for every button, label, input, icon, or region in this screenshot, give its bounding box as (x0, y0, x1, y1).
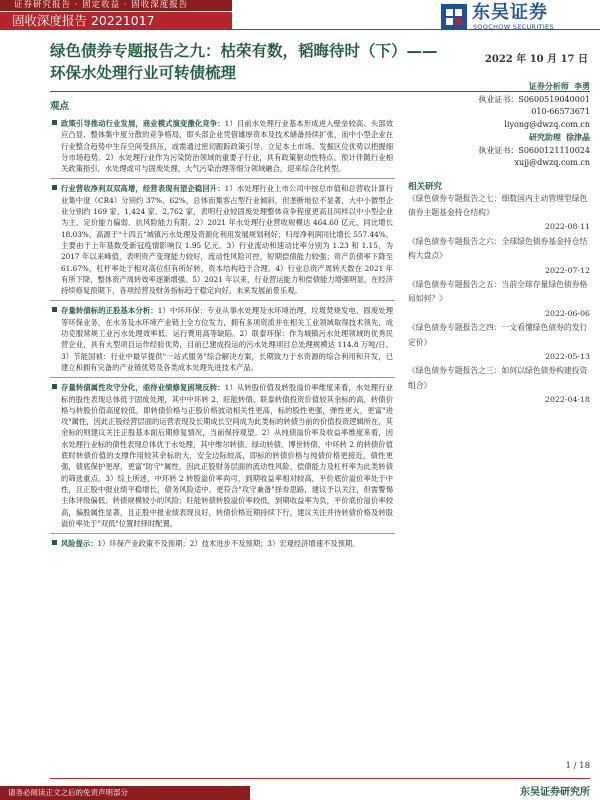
logo-name-cn: 东吴证券 (472, 2, 548, 23)
divider (50, 300, 395, 301)
disclaimer-notice: 请务必阅读正文之后的免责声明部分 (0, 786, 250, 800)
cert-label: 执业证书： (478, 145, 519, 155)
page-number: 1 / 18 (565, 761, 590, 771)
related-title: 《绿色债券专题报告之四：一文看懂绿色债券的发行定价》 (408, 323, 588, 347)
analyst-email[interactable]: liyong@dwzq.com.cn (504, 119, 590, 129)
related-date: 2022-07-12 (545, 265, 590, 275)
analyst-name: 徐津晶 (566, 132, 590, 142)
cert-number: S0600121110024 (518, 145, 590, 155)
square-bullet-icon (52, 185, 57, 190)
related-research-item[interactable] (408, 321, 590, 364)
footer-organization: 东吴证券研究所 (520, 787, 590, 798)
square-bullet-icon (52, 307, 57, 312)
related-research-item[interactable] (408, 278, 590, 321)
sidebar (408, 80, 590, 408)
square-bullet-icon (52, 540, 57, 545)
related-date: 2022-04-18 (545, 395, 590, 405)
viewpoint-paragraph (50, 538, 395, 549)
related-date: 2022-05-13 (545, 351, 590, 361)
report-date: 2022 年 10 月 17 日 (484, 54, 588, 65)
report-type-band: 固收深度报告 20221017 (0, 12, 232, 30)
viewpoint-paragraph (50, 118, 395, 174)
related-research-heading: 相关研究 (408, 181, 443, 192)
viewpoint-body: 1）从转股价值及转股溢价率维度来看，水处理行业标的股性表现总体低于固废处理，其中中环转 2、旺能转债、联泰转债投资价值较其余标的高，转债价格与转股价值高度较低，即转债价格与正股价格波动相关性更高，标的股性更强，弹性更大，更富"进攻"属性，因此正股经营层面的运营表现及长期成长空间成为此类标的转债当前的价值投资逻辑所在，其余标的则建议关注正股基本面后期修复情况，当前保持观望。2）从纯债溢价率及收益率维度来看，因水处理行业标的债性表现总体优于水处理，其中维尔转债、绿动转债、博世转债、中环转 2 的转债价值底时转债价值的支撑作用较其余标的大，安全边际较高，即标的转债价格与纯债价格更接近，债性更强，债底保护更厚，更富"防守"属性，因此正股财务层面的流动性风险、偿债能力及杠杆率为此类转债的筛选重点。3）综上所述，中环转 2 转股溢价率尚可，到期收益率相对较高，平价底价溢价率处于中性，且正股中报业绩平稳增长，债务风险适中，更符合"攻守兼备"择券思路，建议予以关注，但需警惕主体评级偏低、转债规模较小的风险；旺能转债转股溢价率较低，到期收益率为负，平价底价溢价率较高，偏股属性显著，且正股中报业绩表现良好，转债价格近期持续下行，建议关注并待转债价格及转股溢价率处于"双低"位置时择时配置。 (61, 383, 393, 528)
viewpoint-lead: 政策引导推动行业发展，商业模式演变激化竞争： (61, 119, 225, 128)
square-bullet-icon (52, 120, 57, 125)
related-title: 《绿色债券专题报告之七：细数国内主动管理型绿色债券主题基金持仓结构》 (408, 193, 588, 217)
related-research-item[interactable] (408, 235, 590, 278)
viewpoint-body: 1）水处理行业上市公司中按总市值和总营收计算行业集中度（CR4）分别约 37%、62%，总体而集客占型行业倾斜，但垄断地位不显著，大中小微型企业分别约 169 家、1,424 家、2,762 家，表明行业较固废处理整体竞争程度更高且同样以中小型企业为主，定价能力偏弱、抗风险能力有限。2）2021 年水处理行业营收规模达 464.60 亿元，同比增长 18.03%，高源于"十四五"城镇污水处理及资源化利用发展规划利好；归母净利润同比增长 557.44%，主要由于上年基数受新冠疫情影响仅 1.95 亿元。3）行业流动和速动比率分别为 1.23 和 1.15，为 2017 年以来峰值，表明资产变现能力较好，流动性风险可控，短期偿债能力较强；资产负债率下降至 61.67%，杠杆率处于相对高位但有所好转，资本结构趋于合理。4）行业总资产周转天数在 2021 年有所下降，整体资产周转效率逐渐增强。5）2021 年以来，行业营运能力和偿债能力增强明显，在经济持续修复预期下，各项经营及财务指标趋于稳定向好，未来发展前景乐观。 (61, 184, 394, 296)
analyst-email[interactable]: xujj@dwzq.com.cn (514, 158, 590, 167)
viewpoint-paragraph (50, 382, 395, 529)
related-title: 《绿色债券专题报告之五：当前全球存量绿色债券格局如何？》 (408, 279, 588, 304)
analyst-block (408, 131, 590, 170)
viewpoint-body: 1）目前水处理行业基本形成进入壁垒较高、头部效应凸显、整体集中度分散的竞争格局，即头部企业凭借雄厚资本及技术储备持续扩张，而中小型企业在行业整合趋势中生存空间受挤压，或需通过密切跟踪政策引导、立足本土市场、发掘区位优势以把握细分市场趋势。2）水处理行业作为污染防治领域的重要子行业，具有政策驱动性特点，预计伴随行业相关政策指引，水处理或可与固废处理、大气污染治理等细分领域融合，迎来综合化转型。 (61, 119, 393, 174)
viewpoints-column (50, 98, 395, 549)
viewpoint-lead: 存量转债属性攻守分化，亟待业绩修复困境反转： (61, 383, 225, 393)
logo-name-en: SOOCHOW SECURITIES (473, 23, 554, 31)
cert-label: 执业证书： (478, 94, 519, 104)
divider (50, 377, 395, 378)
analyst-phone: 010-66573671 (531, 107, 590, 116)
logo-mark-icon (440, 3, 468, 31)
report-category-strip: 证券研究报告 · 固定收益 · 固收深度报告 (0, 0, 232, 11)
analyst-role: 研究助理 (528, 132, 561, 142)
related-date: 2022-08-11 (545, 222, 590, 232)
cert-number: S0600519040001 (518, 94, 590, 104)
analyst-name: 李勇 (574, 81, 590, 91)
company-logo (440, 3, 590, 31)
viewpoint-body: 1）中环环保：专业从事水处理及水环境治理，垃圾焚烧发电、固废处理等环保业务，在水务及水环境产业链上全方位发力，拥有多项资质并在相关工业领域取得技术领先，成功克服常规工业污水处理效率低、运行费用高等缺陷。2）联泰环保：作为城镇污水处理领域的优秀民营企业，具有大型项目运作经验优势，目前已建成投运的污水处理项目总处理规模达 114.8 万吨/日。3）节能国祯：行业中最早提供"一站式服务"综合解决方案，长期致力于水资源的综合利用和开发，已建立和拥有完备的产业链优势及各类成本处理先进技术产品。 (61, 306, 393, 372)
viewpoint-paragraph (50, 183, 395, 296)
analyst-role: 证券分析师 (528, 81, 569, 91)
analyst-block (408, 80, 590, 131)
related-research-item[interactable] (408, 192, 590, 235)
report-title: 绿色债券专题报告之九：枯荣有数，韬晦待时（下）——环保水处理行业可转债梳理 (50, 42, 438, 82)
viewpoint-lead: 行业营收净利双双高增，经营表现有望企稳回升： (61, 184, 225, 194)
divider (50, 178, 395, 179)
viewpoint-paragraph (50, 305, 395, 373)
related-date: 2022-06-06 (545, 308, 590, 318)
viewpoint-lead: 风险提示： (61, 539, 98, 549)
footer-rule (50, 778, 590, 779)
related-research-item[interactable] (408, 364, 590, 407)
square-bullet-icon (52, 384, 57, 389)
viewpoint-lead: 存量转债标的正股基本分析： (61, 306, 158, 316)
viewpoint-body: 1）环保产业政策不及预期；2）技术进步不及预期；3）宏观经济增速不及预期。 (97, 539, 360, 549)
related-title: 《绿色债券专题报告之六：全球绿色债券基金持仓结构大盘点》 (408, 236, 588, 261)
divider (50, 533, 395, 534)
section-heading: 观点 (50, 101, 70, 112)
related-title: 《绿色债券专题报告之三：如何以绿色债券构建投资组合》 (408, 366, 588, 390)
